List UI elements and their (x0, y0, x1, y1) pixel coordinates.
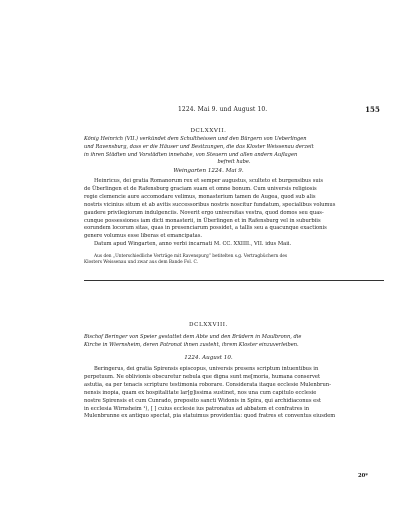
text-line: astutia, ea per tenacis scripture testimonia roborare. Considerata itaque ecclesie Mulenbrun- (84, 381, 331, 388)
text-line: nostris vicinius situm et ab avitis successoribus nostris noscitur fundatum, specialibus volumus (84, 201, 336, 208)
summary-line: König Heinrich (VII.) verkündet dem Schultheissen und den Bürgern von Ueberlingen (84, 136, 307, 142)
page-number: 155 (365, 105, 380, 114)
summary-line: Bischof Beringer von Speier gestattet dem Abte und den Brüdern in Maulbronn, die (84, 334, 302, 340)
header-date-range: 1224. Mai 9. und August 10. (178, 106, 268, 113)
text-line: nostre Spirensis et cum Cunrado, preposito sancti Widonis in Spira, qui archidiaconus est (84, 397, 322, 404)
text-line: in ecclesia Wirnsheim ¹), [ ] cuius ecclesie ius patronatus ad abbatem et confratres in (84, 405, 310, 412)
signature-mark: 20* (358, 473, 368, 479)
text-line: eorundem locorum sitas, quas in presenciarum possidet, a tallis seu a quacunque exactionis (84, 225, 327, 232)
text-line: perpetuum. Ne oblivionis obscuretur nebula que digna sunt me[moria, humana conservet (84, 373, 321, 380)
section-divider (84, 280, 384, 281)
text-line: cunque possessiones iam dicti monasterii, in Überlingen et in Rafensburg vel in suburbiis (84, 217, 321, 224)
note-line: Klosters Weissenau und zwar aus dem Bande Fol. C. (84, 260, 198, 266)
text-line: Heinricus, dei gratia Romanorum rex et semper augustus, sculteto et burgensibus suis (94, 178, 324, 184)
text-line: nensis inopia, quam ex hospitalitate lar[g]issima sustinet, nos una cum capitulo ecclesie (84, 389, 317, 396)
summary-line: Kirche in Wiernsheim, deren Patronat ihnen zusteht, ihrem Kloster einzuverleiben. (84, 341, 299, 348)
document-number: DCLXXVIII. (189, 322, 228, 328)
place-date: Weingarten 1224. Mai 9. (173, 168, 244, 174)
note-line: Aus den „Unterschiedliche Verträge mit Ravenspurg“ betitelten s.g. Vertragbüchern des (94, 254, 288, 259)
source-note (84, 254, 384, 267)
text-line: Mulenbrunne ex antiquo spectat, pia statuimus providentia: quod fratres et conventus eiusdem (84, 413, 336, 420)
summary-line: befreit habe. (217, 159, 251, 166)
document-text (84, 366, 384, 421)
text-line: Beringerus, dei gratia Spirensis episcopus, universis presens scriptum intuentibus in (94, 366, 319, 372)
summary-line: in ihren Städten und Vorstädten innehabe, von Steuern und allen andern Auflagen (84, 151, 298, 158)
place-date: 1224. August 10. (184, 355, 233, 361)
text-line: regie clemencie aure accomodare velimus, monasterium tamen de Augea, quod sub alis (84, 193, 316, 200)
document-summary (84, 334, 384, 350)
text-line: Datum apud Wingarten, anno verbi incarnati M. CC. XXIIII., VII. idus Maii. (94, 241, 292, 248)
text-line: de Überlingen et de Rafensburg graciam suam et omne bonum. Cum universis religiosis (84, 185, 317, 192)
document-summary (84, 136, 384, 167)
document-text (84, 178, 384, 249)
summary-line: und Ravensburg, dass er die Häuser und Besitzungen, die das Kloster Weissenau derzeit (84, 143, 314, 150)
text-line: gaudere privilegiorum indulgenciis. Noverit ergo universitas vestra, quod domos seu quas- (84, 209, 324, 216)
document-number: DCLXXVII. (190, 128, 227, 134)
text-line: genere volumus esse liberas et emancipatas. (84, 233, 203, 240)
